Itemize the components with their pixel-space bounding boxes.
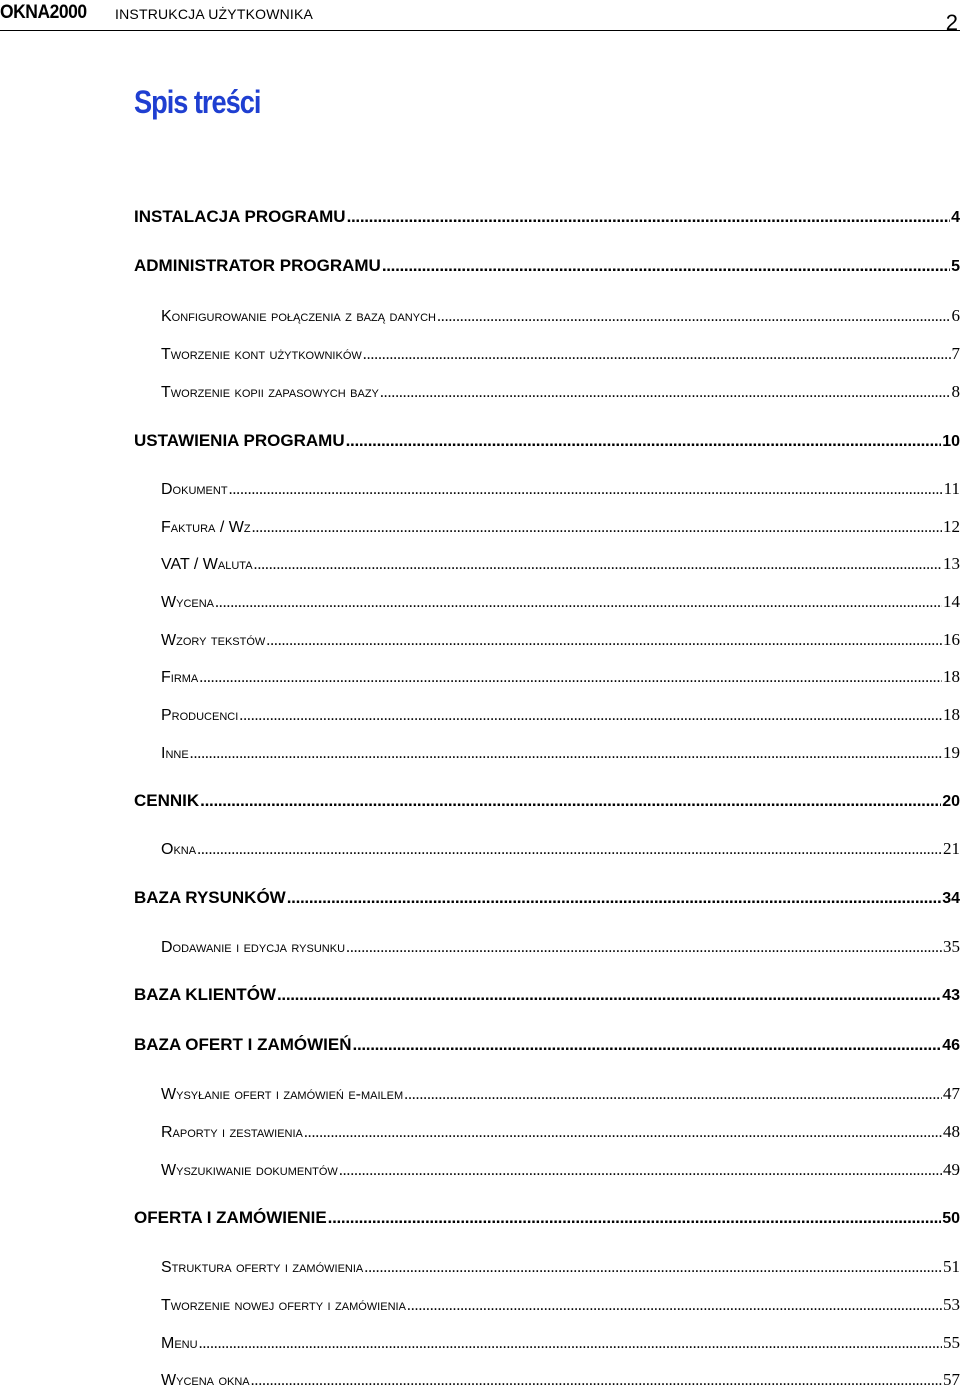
dot-leader: [437, 308, 951, 326]
dot-leader: [404, 1086, 942, 1104]
toc-entry[interactable]: [161, 1257, 960, 1277]
toc-entry[interactable]: [161, 592, 960, 612]
toc-entry-label: Tworzenie nowej oferty i zamówienia: [161, 1297, 406, 1315]
toc-entry-label: Firma: [161, 669, 198, 687]
toc-entry-label: Struktura oferty i zamówienia: [161, 1259, 363, 1277]
toc-entry[interactable]: [161, 1160, 960, 1180]
toc-entry-page: 57: [943, 1370, 960, 1390]
toc-entry-page: 49: [943, 1160, 960, 1180]
toc-entry[interactable]: [134, 256, 960, 276]
toc-entry-label: OFERTA I ZAMÓWIENIE: [134, 1208, 327, 1228]
toc-entry[interactable]: [161, 479, 960, 499]
document-subtitle: INSTRUKCJA UŻYTKOWNIKA: [115, 6, 313, 22]
toc-entry-label: Tworzenie kopii zapasowych bazy: [161, 384, 379, 402]
dot-leader: [304, 1124, 942, 1142]
toc-entry-page: 19: [943, 743, 960, 763]
toc-entry[interactable]: [161, 306, 960, 326]
dot-leader: [328, 1208, 942, 1228]
toc-entry-page: 21: [943, 839, 960, 859]
toc-entry[interactable]: [134, 431, 960, 451]
dot-leader: [200, 791, 941, 811]
toc-entry-label: CENNIK: [134, 791, 199, 811]
toc-entry-label: Inne: [161, 745, 189, 763]
toc-entry[interactable]: [161, 554, 960, 574]
toc-entry-page: 7: [952, 344, 960, 364]
toc-entry-label: Dokument: [161, 481, 228, 499]
toc-entry-label: ADMINISTRATOR PROGRAMU: [134, 256, 381, 276]
page-number: 2: [946, 10, 958, 36]
toc-entry[interactable]: [161, 1333, 960, 1353]
toc-entry-label: Wycena okna: [161, 1372, 250, 1390]
dot-leader: [363, 346, 951, 364]
dot-leader: [266, 632, 942, 650]
toc-entry[interactable]: [134, 1035, 960, 1055]
toc-entry-page: 48: [943, 1122, 960, 1142]
toc-entry-page: 8: [952, 382, 960, 402]
toc-entry-page: 43: [942, 987, 960, 1005]
toc-entry-label: BAZA OFERT I ZAMÓWIEŃ: [134, 1035, 352, 1055]
toc-entry[interactable]: [134, 985, 960, 1005]
toc-entry-page: 16: [943, 630, 960, 650]
toc-entry-page: 46: [942, 1037, 960, 1055]
toc-entry[interactable]: [134, 207, 960, 227]
dot-leader: [380, 384, 951, 402]
toc-entry[interactable]: [161, 1122, 960, 1142]
toc-entry[interactable]: [134, 1208, 960, 1228]
toc-entry-label: Producenci: [161, 707, 238, 725]
toc-entry[interactable]: [161, 667, 960, 687]
dot-leader: [190, 745, 942, 763]
dot-leader: [199, 1335, 942, 1353]
toc-entry-page: 20: [942, 793, 960, 811]
dot-leader: [339, 1162, 942, 1180]
dot-leader: [197, 841, 942, 859]
dot-leader: [346, 939, 942, 957]
dot-leader: [239, 707, 942, 725]
toc-entry-label: Wzory tekstów: [161, 632, 265, 650]
dot-leader: [277, 985, 941, 1005]
toc-title: Spis treści: [134, 84, 260, 121]
dot-leader: [382, 256, 950, 276]
toc-entry[interactable]: [161, 344, 960, 364]
toc-entry-page: 10: [942, 433, 960, 451]
toc-entry-label: INSTALACJA PROGRAMU: [134, 207, 346, 227]
toc-entry-label: Wyszukiwanie dokumentów: [161, 1162, 338, 1180]
toc-entry-label: Tworzenie kont użytkowników: [161, 346, 362, 364]
toc-entry[interactable]: [134, 791, 960, 811]
toc-entry[interactable]: [161, 1295, 960, 1315]
toc-entry-label: VAT / Waluta: [161, 556, 253, 574]
dot-leader: [251, 1372, 942, 1390]
toc-entry-label: Wycena: [161, 594, 214, 612]
toc-entry-page: 47: [943, 1084, 960, 1104]
toc-entry-label: Faktura / Wz: [161, 519, 251, 537]
dot-leader: [347, 207, 951, 227]
toc-entry-page: 18: [943, 705, 960, 725]
dot-leader: [364, 1259, 942, 1277]
toc-entry-page: 53: [943, 1295, 960, 1315]
toc-entry-page: 6: [952, 306, 960, 326]
toc-entry-label: BAZA RYSUNKÓW: [134, 888, 286, 908]
toc-entry-label: Konfigurowanie połączenia z bazą danych: [161, 308, 436, 326]
toc-entry-label: Okna: [161, 841, 196, 859]
toc-entry-label: Menu: [161, 1335, 198, 1353]
toc-entry[interactable]: [161, 1370, 960, 1390]
toc-entry[interactable]: [161, 382, 960, 402]
toc-entry-label: USTAWIENIA PROGRAMU: [134, 431, 345, 451]
toc-entry-label: Wysyłanie ofert i zamówień e-mailem: [161, 1086, 403, 1104]
dot-leader: [229, 481, 943, 499]
dot-leader: [287, 888, 941, 908]
dot-leader: [254, 556, 942, 574]
toc-entry-label: Dodawanie i edycja rysunku: [161, 939, 345, 957]
toc-entry-page: 5: [951, 258, 960, 276]
dot-leader: [199, 669, 942, 687]
toc-entry[interactable]: [161, 705, 960, 725]
header-divider: [0, 30, 960, 31]
brand-name: OKNA2000: [0, 2, 87, 24]
toc-entry[interactable]: [161, 1084, 960, 1104]
page-header: [0, 0, 960, 34]
dot-leader: [252, 519, 942, 537]
toc-entry-label: Raporty i zestawienia: [161, 1124, 303, 1142]
toc-entry-page: 35: [943, 937, 960, 957]
toc-entry-page: 34: [942, 890, 960, 908]
dot-leader: [346, 431, 942, 451]
toc-entry[interactable]: [161, 937, 960, 957]
dot-leader: [215, 594, 942, 612]
toc-entry-page: 11: [944, 479, 960, 499]
toc-entry[interactable]: [161, 517, 960, 537]
toc-entry[interactable]: [161, 743, 960, 763]
toc-entry[interactable]: [161, 839, 960, 859]
dot-leader: [407, 1297, 942, 1315]
toc-entry-page: 4: [951, 209, 960, 227]
toc-entry-page: 13: [943, 554, 960, 574]
dot-leader: [353, 1035, 942, 1055]
toc-entry-page: 50: [942, 1210, 960, 1228]
toc-entry-label: BAZA KLIENTÓW: [134, 985, 276, 1005]
toc-entry-page: 14: [943, 592, 960, 612]
toc-entry-page: 12: [943, 517, 960, 537]
toc-entry[interactable]: [134, 888, 960, 908]
toc-entry-page: 51: [943, 1257, 960, 1277]
toc-entry[interactable]: [161, 630, 960, 650]
toc-entry-page: 55: [943, 1333, 960, 1353]
toc-entry-page: 18: [943, 667, 960, 687]
